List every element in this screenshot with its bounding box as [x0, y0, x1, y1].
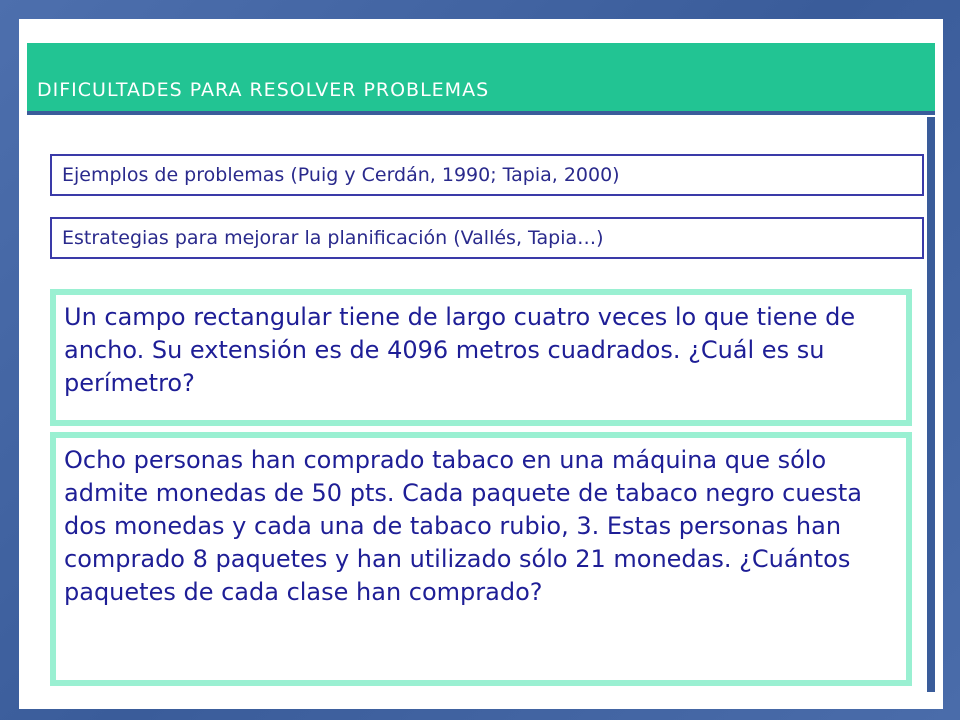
topic-examples-label: Ejemplos de problemas (Puig y Cerdán, 1990; Tapia, 2000): [62, 164, 620, 186]
side-bar: [927, 117, 935, 692]
topic-box-examples: [50, 154, 924, 196]
title-bar: [27, 43, 935, 115]
slide-title: DIFICULTADES PARA RESOLVER PROBLEMAS: [37, 79, 490, 101]
topic-box-strategies: [50, 217, 924, 259]
problem-tobacco-text: Ocho personas han comprado tabaco en una máquina que sólo admite monedas de 50 pts. Cada paquete de tabaco negro cuesta dos monedas y cada una de tabaco rubio, 3. Estas personas han comprado 8 paquetes y han utilizado sólo 21 monedas. ¿Cuántos paquetes de cada clase han comprado?: [64, 446, 862, 606]
problem-box-tobacco: [50, 432, 912, 686]
topic-strategies-label: Estrategias para mejorar la planificación (Vallés, Tapia…): [62, 227, 604, 249]
problem-rectangle-text: Un campo rectangular tiene de largo cuatro veces lo que tiene de ancho. Su extensión es de 4096 metros cuadrados. ¿Cuál es su perímetro?: [64, 303, 856, 397]
problem-box-rectangle: [50, 289, 912, 426]
